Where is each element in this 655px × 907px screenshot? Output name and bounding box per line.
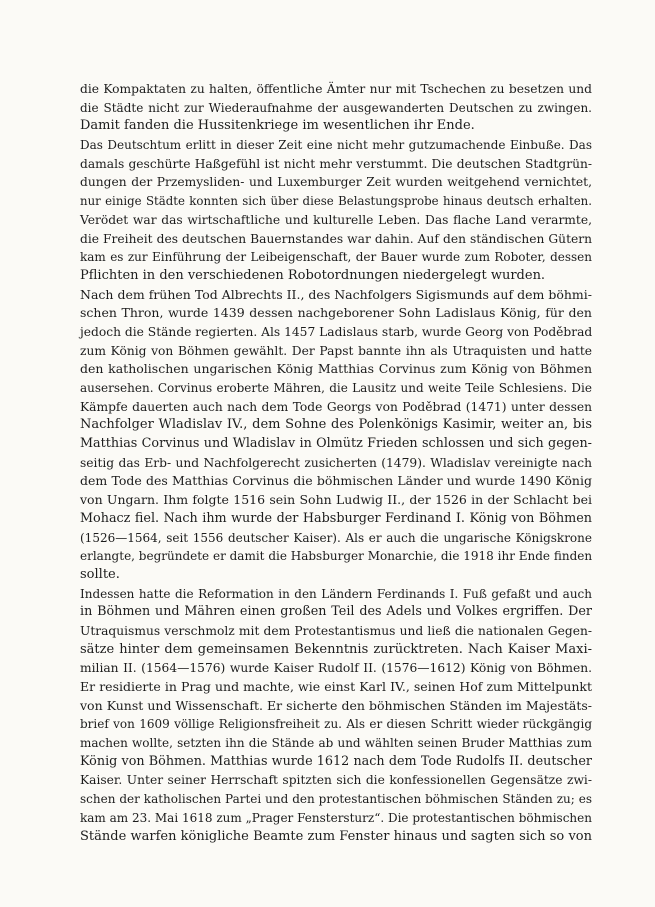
text-line: schen der katholischen Partei und den protestantischen böhmischen Ständen zu; es — [80, 792, 592, 807]
text-line: dem Tode des Matthias Corvinus die böhmischen Länder und wurde 1490 König — [80, 473, 592, 489]
paragraph-1 — [80, 80, 592, 136]
text-line: Mohacz fiel. Nach ihm wurde der Habsburger Ferdinand I. König von Böhmen — [80, 510, 592, 526]
text-line: Stände warfen königliche Beamte zum Fenster hinaus und sagten sich so von — [80, 828, 592, 844]
text-line: den katholischen ungarischen König Matthias Corvinus zum König von Böhmen — [80, 361, 592, 377]
paragraph-3 — [80, 286, 592, 585]
text-line: von Ungarn. Ihm folgte 1516 sein Sohn Ludwig II., der 1526 in der Schlacht bei — [80, 492, 592, 508]
text-line: Matthias Corvinus und Wladislav in Olmütz Frieden schlossen und sich gegen- — [80, 436, 592, 452]
text-line: Kaiser. Unter seiner Herrschaft spitzten sich die konfessionellen Gegensätze zwi- — [80, 773, 592, 788]
text-line: sätze hinter dem gemeinsamen Bekenntnis zurücktreten. Nach Kaiser Maxi- — [80, 641, 592, 657]
text-line: Pflichten in den verschiedenen Robotordnungen niedergelegt wurden. — [80, 267, 546, 283]
text-line: brief von 1609 völlige Religionsfreiheit zu. Als er diesen Schritt wieder rückgängig — [80, 717, 592, 732]
text-line: nur einige Städte konnten sich über diese Belastungsprobe hinaus deutsch erhalten. — [80, 194, 592, 209]
text-line: machen wollte, setzten ihn die Stände ab und wählten seinen Bruder Matthias zum — [80, 736, 592, 751]
text-line: kam es zur Einführung der Leibeigenschaft, der Bauer wurde zum Roboter, dessen — [80, 250, 592, 265]
text-line: ausersehen. Corvinus eroberte Mähren, die Lausitz und weite Teile Schlesiens. Die — [80, 381, 592, 395]
text-line: schen Thron, wurde 1439 dessen nachgeborener Sohn Ladislaus König, für den — [80, 305, 592, 321]
text-line: milian II. (1564—1576) wurde Kaiser Rudolf II. (1576—1612) König von Böhmen. — [80, 661, 592, 676]
text-line: damals geschürte Haßgefühl ist nicht mehr verstummt. Die deutschen Stadtgrün- — [80, 156, 592, 171]
text-line: kam am 23. Mai 1618 zum „Prager Fenstersturz“. Die protestantischen böhmischen — [80, 810, 592, 825]
text-line: Nach dem frühen Tod Albrechts II., des Nachfolgers Sigismunds auf dem böhmi- — [80, 286, 592, 302]
text-line: seitig das Erb- und Nachfolgerecht zusicherten (1479). Wladislav vereinigte nach — [80, 455, 592, 470]
text-line: (1526—1564, seit 1556 deutscher Kaiser). Als er auch die ungarische Königskrone — [80, 530, 592, 545]
text-line: sollte. — [80, 566, 120, 582]
text-line: Damit fanden die Hussitenkriege im wesentlichen ihr Ende. — [80, 118, 475, 134]
text-line: zum König von Böhmen gewählt. Der Papst bannte ihn als Utraquisten und hatte — [80, 343, 592, 358]
paragraph-4 — [80, 585, 592, 847]
text-line: Nachfolger Wladislav IV., dem Sohne des Polenkönigs Kasimir, weiter an, bis — [80, 417, 592, 433]
text-line: in Böhmen und Mähren einen großen Teil des Adels und Volkes ergriffen. Der — [80, 604, 592, 620]
text-line: die Kompaktaten zu halten, öffentliche Ämter nur mit Tschechen zu besetzen und — [80, 82, 592, 96]
text-line: jedoch die Stände regierten. Als 1457 Ladislaus starb, wurde Georg von Poděbrad — [80, 324, 593, 339]
text-line: Kämpfe dauerten auch nach dem Tode Georgs von Poděbrad (1471) unter dessen — [80, 399, 592, 414]
text-line: erlangte, begründete er damit die Habsburger Monarchie, die 1918 ihr Ende finden — [80, 549, 593, 564]
text-line: dungen der Przemysliden- und Luxemburger Zeit wurden weitgehend vernichtet, — [80, 175, 592, 190]
text-line: Utraquismus verschmolz mit dem Protestantismus und ließ die nationalen Gegen- — [80, 623, 592, 638]
text-line: Indessen hatte die Reformation in den Ländern Ferdinands I. Fuß gefaßt und auch — [80, 586, 592, 601]
text-line: die Städte nicht zur Wiederaufnahme der ausgewanderten Deutschen zu zwingen. — [80, 100, 592, 115]
text-line: König von Böhmen. Matthias wurde 1612 nach dem Tode Rudolfs II. deutscher — [80, 753, 592, 769]
text-line: Verödet war das wirtschaftliche und kulturelle Leben. Das flache Land verarmte, — [80, 212, 592, 227]
text-line: die Freiheit des deutschen Bauernstandes war dahin. Auf den ständischen Gütern — [80, 231, 592, 246]
text-line: Das Deutschtum erlitt in dieser Zeit eine nicht mehr gutzumachende Einbuße. Das — [80, 138, 592, 153]
body-text — [80, 80, 592, 846]
paragraph-2 — [80, 136, 592, 286]
text-line: Er residierte in Prag und machte, wie einst Karl IV., seinen Hof zum Mittelpunkt — [80, 679, 592, 694]
text-line: von Kunst und Wissenschaft. Er sicherte den böhmischen Ständen im Majestäts- — [80, 697, 592, 713]
